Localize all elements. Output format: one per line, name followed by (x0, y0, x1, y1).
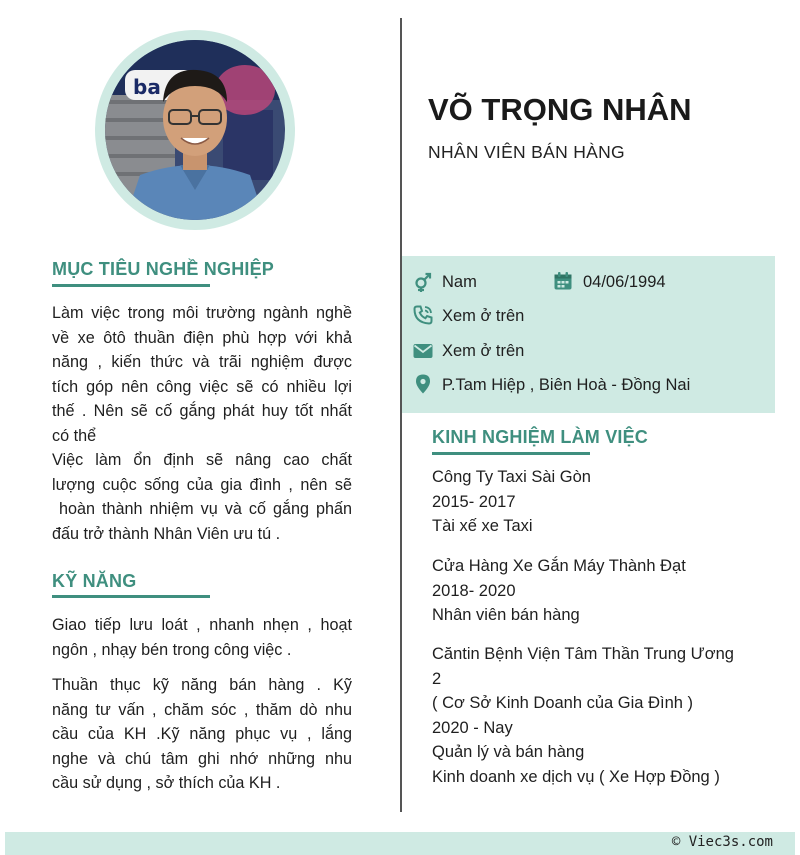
email-icon (413, 341, 433, 361)
text-line: Việc làm ổn định sẽ nâng cao chất (52, 451, 352, 469)
experience-line: 2018- 2020 (432, 581, 516, 600)
skills-title: KỸ NĂNG (52, 571, 137, 591)
objective-rule (52, 284, 210, 287)
avatar (105, 40, 285, 220)
footer-credit: © Viec3s.com (671, 834, 773, 850)
experience-line: ( Cơ Sở Kinh Doanh của Gia Đình ) (432, 694, 694, 712)
text-line: hoàn thành nhiệm vụ và cố gắng phấn (52, 500, 352, 518)
experience-item (432, 642, 734, 789)
text-line: thế . Nên sẽ cố gắng phát huy tốt nhất (52, 402, 352, 420)
text-line: cầu sử dụng , sở thích của KH . (52, 774, 281, 792)
text-line: Thuần thục kỹ năng bán hàng . Kỹ (52, 676, 352, 694)
text-line: ngôn , nhạy bén trong công việc . (52, 640, 292, 659)
email-value: Xem ở trên (442, 342, 525, 360)
text-line: năng , kiến thức và trãi nghiệm được (52, 353, 352, 371)
experience-line: 2 (432, 669, 442, 688)
experience-line: Căntin Bệnh Viện Tâm Thần Trung Ương (432, 645, 734, 663)
text-line: năng tư vấn , chăm sóc , thăm dò nhu (52, 700, 352, 719)
text-line: tích góp nên công việc sẽ có nhiều lợi (52, 377, 352, 396)
svg-text:ba: ba (133, 75, 161, 99)
phone-icon (413, 305, 433, 325)
text-line: cầu của KH .Kỹ năng phục vụ , lắng (52, 725, 352, 743)
column-divider (400, 18, 402, 812)
experience-line: Công Ty Taxi Sài Gòn (432, 468, 591, 486)
text-line: đấu trở thành Nhân Viên ưu tú . (52, 524, 281, 543)
text-line: Làm việc trong môi trường ngành nghề (52, 304, 352, 322)
gender-icon (413, 272, 433, 292)
text-line: về xe ôtô thuần điện phù hợp với khả (52, 328, 352, 347)
experience-title: KINH NGHIỆM LÀM VIỆC (432, 427, 649, 447)
skills-text-2 (52, 673, 352, 796)
location-icon (413, 374, 433, 394)
experience-item (432, 465, 591, 539)
skills-rule (52, 595, 210, 598)
objective-text (52, 301, 352, 546)
experience-line: Tài xế xe Taxi (432, 517, 533, 535)
experience-line: Nhân viên bán hàng (432, 606, 580, 624)
address-value: P.Tam Hiệp , Biên Hoà - Đồng Nai (442, 376, 691, 394)
gender-value: Nam (442, 273, 477, 291)
text-line: Giao tiếp lưu loát , nhanh nhẹn , hoạt (52, 616, 352, 634)
phone-value: Xem ở trên (442, 307, 525, 325)
experience-line: Quản lý và bán hàng (432, 743, 585, 761)
experience-item (432, 554, 686, 628)
experience-line: 2020 - Nay (432, 718, 513, 737)
text-line: có thể (52, 426, 97, 445)
birthday-value: 04/06/1994 (583, 273, 666, 291)
experience-line: Cửa Hàng Xe Gắn Máy Thành Đạt (432, 557, 686, 575)
text-line: nghe và chú tâm ghi nhớ những nhu (52, 749, 352, 768)
experience-rule (432, 452, 590, 455)
text-line: lượng cuộc sống của gia đình , nên sẽ (52, 475, 352, 494)
job-title: NHÂN VIÊN BÁN HÀNG (428, 142, 625, 162)
calendar-icon (553, 271, 573, 291)
candidate-name: VÕ TRỌNG NHÂN (428, 92, 692, 127)
objective-title: MỤC TIÊU NGHỀ NGHIỆP (52, 259, 275, 279)
experience-line: 2015- 2017 (432, 492, 516, 511)
experience-line: Kinh doanh xe dịch vụ ( Xe Hợp Đồng ) (432, 767, 720, 786)
skills-text-1 (52, 613, 352, 662)
